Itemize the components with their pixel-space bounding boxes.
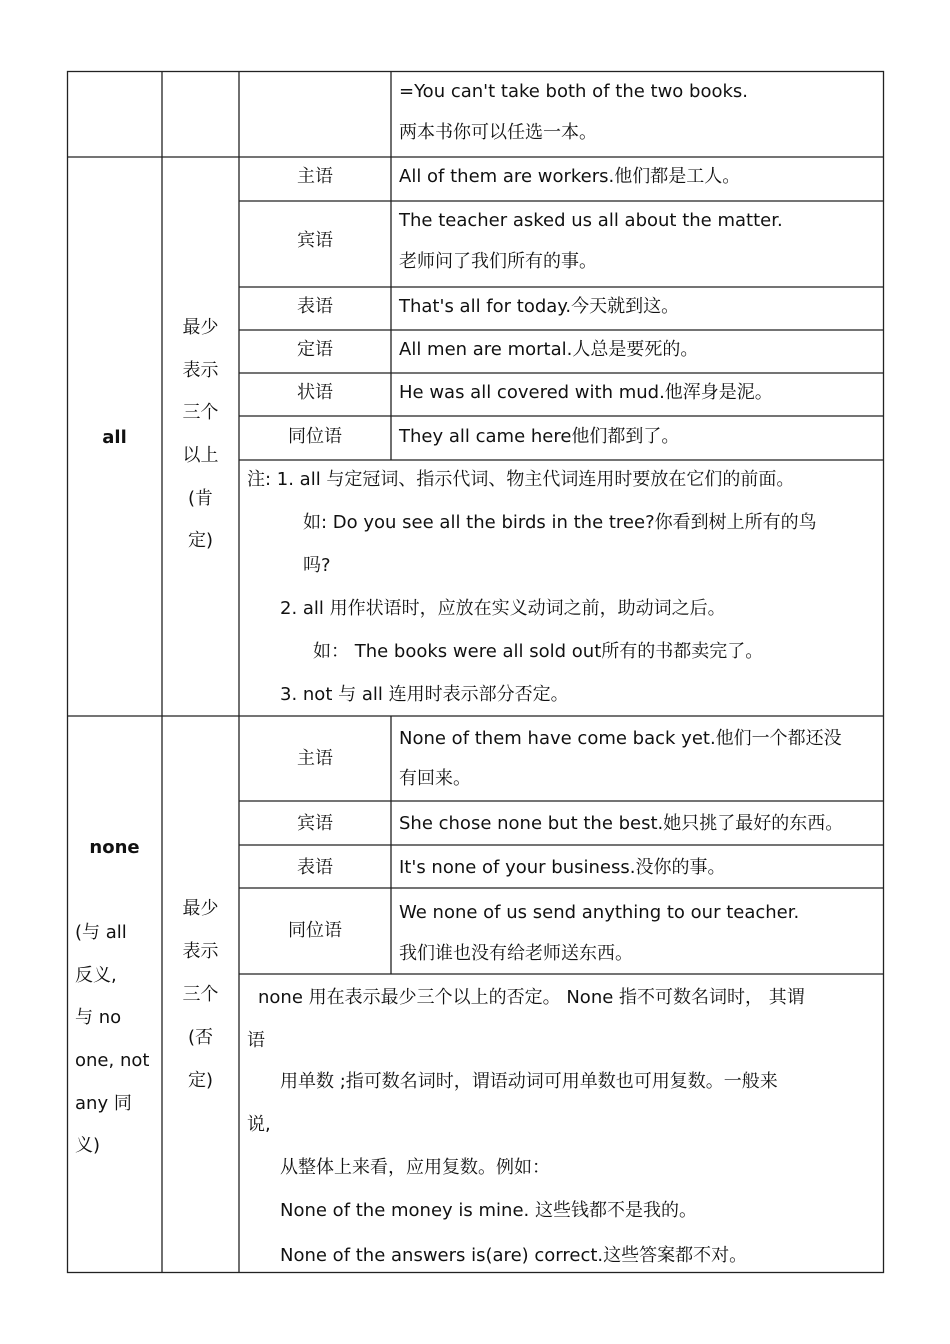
usage-line: 表示 xyxy=(182,941,219,962)
usage-line: 三个 xyxy=(182,402,219,423)
note-line: 注: 1. all 与定冠词、指示代词、物主代词连用时要放在它们的前面。 xyxy=(247,469,795,490)
example-line: That's all for today.今天就到这。 xyxy=(399,296,680,317)
note-line: 说, xyxy=(247,1114,271,1135)
role-label: 主语 xyxy=(297,748,333,769)
usage-line: (肯 xyxy=(187,488,214,509)
example-line: They all came here他们都到了。 xyxy=(399,426,680,447)
role-label: 宾语 xyxy=(297,230,333,251)
note-line: 3. not 与 all 连用时表示部分否定。 xyxy=(280,684,569,705)
role-label: 同位语 xyxy=(288,426,342,447)
note-line: 吗? xyxy=(303,555,331,576)
example-line: =You can't take both of the two books. xyxy=(399,81,749,102)
note-line: None of the answers is(are) correct.这些答案都不对。 xyxy=(280,1245,748,1266)
note-line: 语 xyxy=(247,1030,265,1051)
word-note-line: 义) xyxy=(75,1135,101,1156)
usage-line: 以上 xyxy=(182,445,219,466)
role-label: 宾语 xyxy=(297,813,333,834)
role-label: 表语 xyxy=(297,857,333,878)
example-line: We none of us send anything to our teacher. xyxy=(399,902,800,923)
role-label: 同位语 xyxy=(288,920,342,941)
example-line: The teacher asked us all about the matter. xyxy=(399,210,783,231)
example-line: It's none of your business.没你的事。 xyxy=(399,857,726,878)
example-line: All of them are workers.他们都是工人。 xyxy=(399,166,741,187)
word-note-line: 反义, xyxy=(75,965,117,986)
word-note-line: one, not xyxy=(75,1050,150,1071)
word-note-line: (与 all xyxy=(75,922,127,943)
word-note-line: any 同 xyxy=(75,1093,132,1114)
example-line: 我们谁也没有给老师送东西。 xyxy=(399,943,633,964)
example-line: He was all covered with mud.他浑身是泥。 xyxy=(399,382,773,403)
example-line: 老师问了我们所有的事。 xyxy=(399,251,597,272)
note-line: 用单数 ;指可数名词时，谓语动词可用单数也可用复数。一般来 xyxy=(280,1071,778,1092)
example-line: All men are mortal.人总是要死的。 xyxy=(399,339,699,360)
usage-line: 定) xyxy=(187,530,214,551)
note-line: None of the money is mine. 这些钱都不是我的。 xyxy=(280,1200,697,1221)
usage-line: 定) xyxy=(187,1070,214,1091)
role-label: 状语 xyxy=(297,382,333,403)
note-line: 如： The books were all sold out所有的书都卖完了。 xyxy=(313,641,764,662)
role-label: 表语 xyxy=(297,296,333,317)
note-line: none 用在表示最少三个以上的否定。 None 指不可数名词时， 其谓 xyxy=(258,987,805,1008)
word-all: all xyxy=(102,427,127,448)
usage-line: 最少 xyxy=(182,898,219,919)
example-line: None of them have come back yet.他们一个都还没 xyxy=(399,728,842,749)
note-line: 2. all 用作状语时，应放在实义动词之前，助动词之后。 xyxy=(280,598,726,619)
word-note-line: 与 no xyxy=(75,1007,122,1028)
example-line: 两本书你可以任选一本。 xyxy=(399,122,597,143)
example-line: 有回来。 xyxy=(399,768,471,789)
note-line: 从整体上来看，应用复数。例如： xyxy=(280,1157,550,1178)
role-label: 主语 xyxy=(297,166,333,187)
usage-line: (否 xyxy=(187,1027,214,1048)
word-none: none xyxy=(89,837,140,858)
note-line: 如: Do you see all the birds in the tree?你看到树上所有的鸟 xyxy=(303,512,817,533)
usage-line: 表示 xyxy=(182,360,219,381)
role-label: 定语 xyxy=(297,339,333,360)
usage-line: 三个 xyxy=(182,984,219,1005)
example-line: She chose none but the best.她只挑了最好的东西。 xyxy=(399,813,844,834)
usage-line: 最少 xyxy=(182,317,219,338)
